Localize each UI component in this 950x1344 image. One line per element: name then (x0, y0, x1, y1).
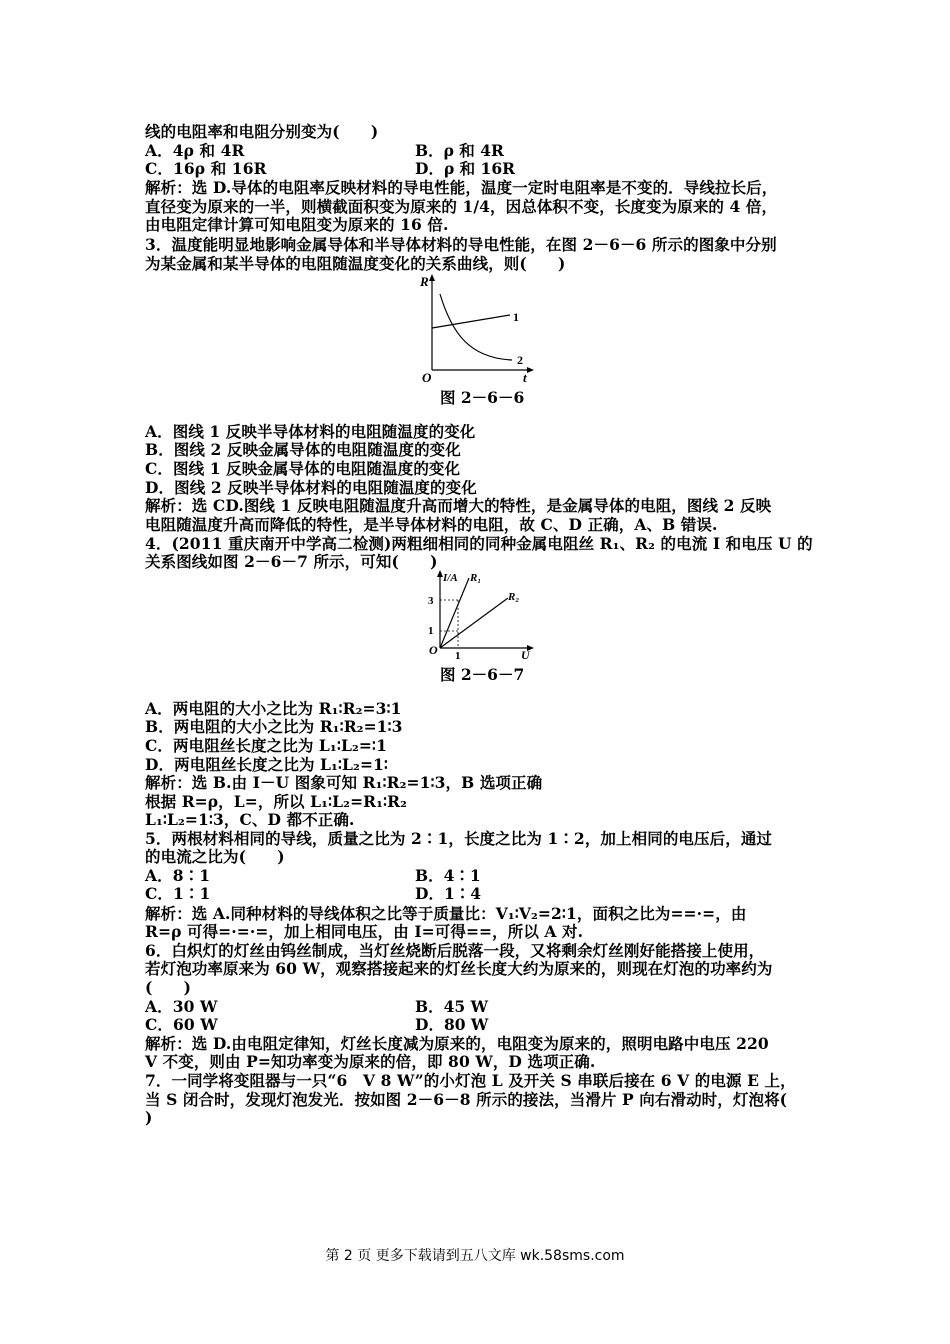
q7-stem-line: 7．一同学将变阻器与一只“6 V 8 W”的小灯泡 L 及开关 S 串联后接在 6 V 的电源 E 上， (145, 1071, 796, 1090)
y-axis-label: I/A (443, 572, 458, 584)
q4-analysis-line: 解析：选 B.由 I－U 图象可知 R₁∶R₂=1∶3，B 选项正确 (145, 773, 543, 792)
q3-stem-line: 3．温度能明显地影响金属导体和半导体材料的导电性能，在图 2－6－6 所示的图象中分别 (145, 235, 777, 254)
q4-option-b: B．两电阻的大小之比为 R₁∶R₂=1∶3 (145, 717, 403, 736)
curve-1 (432, 315, 510, 328)
x-axis-label: t (523, 370, 527, 384)
q6-option-d: D．80 W (415, 1015, 489, 1034)
q3-analysis-line: 解析：选 CD.图线 1 反映电阻随温度升高而增大的特性，是金属导体的电阻，图线 2 反映 (145, 496, 772, 515)
q2-stem-end: 线的电阻率和电阻分别变为( ) (145, 122, 379, 141)
curve-2 (440, 294, 512, 360)
figure-2-6-6-caption: 图 2－6－6 (440, 388, 525, 407)
q3-option-c: C．图线 1 反映金属导体的电阻随温度的变化 (145, 459, 461, 478)
q2-analysis-line: 解析：选 D.导体的电阻率反映材料的导电性能，温度一定时电阻率是不变的．导线拉长后， (145, 178, 778, 197)
q3-option-a: A．图线 1 反映半导体材料的电阻随温度的变化 (145, 422, 476, 441)
q4-analysis-line: 根据 R=ρ，L=，所以 L₁∶L₂=R₁∶R₂ (145, 792, 408, 811)
line-r2-label: R₂ (508, 591, 520, 603)
figure-2-6-6 (412, 272, 542, 384)
figure-2-6-7-caption: 图 2－6－7 (440, 665, 525, 684)
curve-1-label: 1 (513, 310, 519, 324)
x-axis-arrow (527, 367, 534, 373)
q5-stem-line: 5．两根材料相同的导线，质量之比为 2∶1，长度之比为 1∶2，加上相同的电压后，通过 (145, 829, 773, 848)
q4-stem-line: 关系图线如图 2－6－7 所示，可知( ) (145, 552, 438, 571)
q5-analysis-line: 解析：选 A.同种材料的导线体积之比等于质量比：V₁∶V₂=2∶1，面积之比为==·=，由 (145, 904, 747, 923)
x-axis-label: U (521, 648, 530, 660)
y-axis-arrow (429, 274, 435, 281)
q3-option-d: D．图线 2 反映半导体材料的电阻随温度的变化 (145, 478, 477, 497)
q3-option-b: B．图线 2 反映金属导体的电阻随温度的变化 (145, 440, 461, 459)
q6-analysis-line: V 不变，则由 P=知功率变为原来的倍，即 80 W，D 选项正确. (145, 1052, 596, 1071)
q6-stem-line: 若灯泡功率原来为 60 W，观察搭接起来的灯丝长度大约为原来的，则现在灯泡的功率约为 (145, 959, 773, 978)
q3-analysis-line: 电阻随温度升高而降低的特性，是半导体材料的电阻，故 C、D 正确，A、B 错误. (145, 515, 718, 534)
q6-stem-line: ( ) (145, 978, 192, 997)
q6-stem-line: 6．白炽灯的灯丝由钨丝制成，当灯丝烧断后脱落一段，又将剩余灯丝刚好能搭接上使用， (145, 941, 765, 960)
q4-option-d: D．两电阻丝长度之比为 L₁∶L₂=1∶ (145, 755, 389, 774)
q5-analysis-line: R=ρ 可得=·=·=，加上相同电压，由 I=可得==，所以 A 对. (145, 922, 584, 941)
figure-2-6-7 (420, 568, 540, 660)
q2-option-b: B．ρ 和 4R (415, 141, 504, 160)
page-footer: 第 2 页 更多下载请到五八文库 wk.58sms.com (325, 1248, 625, 1264)
y-tick-3: 3 (428, 595, 434, 607)
q2-analysis-line: 由电阻定律计算可知电阻变为原来的 16 倍. (145, 215, 449, 234)
q5-option-d: D．1∶4 (415, 884, 482, 903)
q2-option-c: C．16ρ 和 16R (145, 159, 267, 178)
x-tick-1: 1 (455, 650, 461, 660)
q7-stem-line: ) (145, 1108, 153, 1127)
q5-option-b: B．4∶1 (415, 866, 481, 885)
line-r1-label: R₁ (470, 572, 482, 584)
q2-option-d: D．ρ 和 16R (415, 159, 515, 178)
curve-2-label: 2 (517, 353, 523, 367)
q4-analysis-line: L₁∶L₂=1∶3，C、D 都不正确. (145, 810, 355, 829)
origin-label: O (429, 643, 438, 657)
origin-label: O (422, 370, 432, 384)
q4-option-a: A．两电阻的大小之比为 R₁∶R₂=3∶1 (145, 699, 402, 718)
q7-stem-line: 当 S 闭合时，发现灯泡发光．按如图 2－6－8 所示的接法，当滑片 P 向右滑动时，灯泡将( (145, 1090, 788, 1109)
q5-option-c: C．1∶1 (145, 884, 211, 903)
q4-option-c: C．两电阻丝长度之比为 L₁∶L₂=∶1 (145, 736, 387, 755)
q3-stem-line: 为某金属和某半导体的电阻随温度变化的关系曲线，则( ) (145, 254, 566, 273)
q2-analysis-line: 直径变为原来的一半，则横截面积变为原来的 1/4，因总体积不变，长度变为原来的 4 倍， (145, 197, 778, 216)
q2-option-a: A．4ρ 和 4R (145, 141, 245, 160)
q6-option-b: B．45 W (415, 997, 488, 1016)
q5-option-a: A．8∶1 (145, 866, 211, 885)
y-tick-1: 1 (428, 625, 434, 637)
q6-option-a: A．30 W (145, 997, 218, 1016)
q4-stem-line: 4．(2011 重庆南开中学高二检测)两粗细相同的同种金属电阻丝 R₁、R₂ 的电流 I 和电压 U 的 (145, 534, 813, 553)
y-axis-label: R (420, 274, 429, 289)
q6-option-c: C．60 W (145, 1015, 218, 1034)
q5-stem-line: 的电流之比为( ) (145, 847, 285, 866)
q6-analysis-line: 解析：选 D.由电阻定律知，灯丝长度减为原来的，电阻变为原来的，照明电路中电压 220 (145, 1034, 769, 1053)
